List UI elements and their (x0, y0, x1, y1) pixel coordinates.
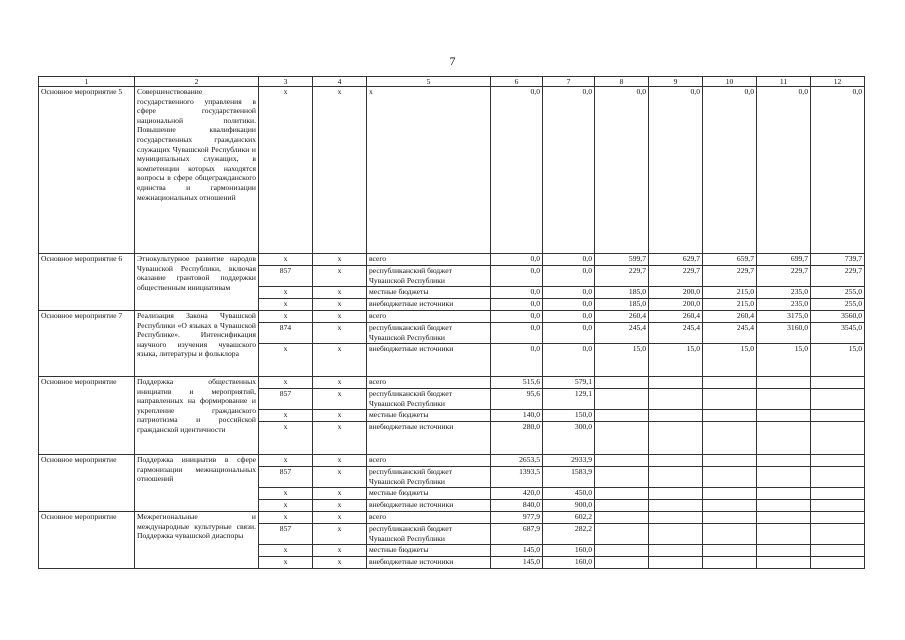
code-cell: x (259, 500, 313, 512)
value-cell: 15,0 (703, 344, 757, 377)
code-cell: x (313, 389, 367, 410)
value-cell: 0,0 (543, 266, 595, 287)
value-cell: 229,7 (757, 266, 811, 287)
value-cell: 185,0 (595, 287, 649, 299)
value-cell: 0,0 (491, 87, 543, 254)
value-cell (595, 524, 649, 545)
funding-source-cell: республиканский бюджет Чувашской Республики (367, 467, 491, 488)
value-cell (595, 488, 649, 500)
value-cell: 699,7 (757, 254, 811, 266)
value-cell (811, 545, 865, 557)
code-cell: x (259, 557, 313, 569)
funding-source-cell: всего (367, 311, 491, 323)
table-row (39, 311, 865, 323)
value-cell (703, 512, 757, 524)
funding-source-cell: республиканский бюджет Чувашской Республики (367, 524, 491, 545)
event-description-cell: Совершенствование государственного управления в сфере государственной национальной политики. Повышение квалификации государственных гражданских служащих Чувашской Республики и муниципальных служащих, в компетенции которых находятся вопросы в сфере общегражданского единства и гармонизации межнациональных отношений (135, 87, 259, 254)
code-cell: x (259, 455, 313, 467)
value-cell: 840,0 (491, 500, 543, 512)
value-cell: 0,0 (757, 87, 811, 254)
funding-source-cell: внебюджетные источники (367, 344, 491, 377)
code-cell: x (313, 344, 367, 377)
event-name-cell: Основное мероприятие 6 (39, 254, 135, 311)
code-cell: x (259, 545, 313, 557)
code-cell: x (259, 410, 313, 422)
value-cell: 0,0 (543, 344, 595, 377)
value-cell: 15,0 (811, 344, 865, 377)
value-cell: 229,7 (703, 266, 757, 287)
value-cell (649, 488, 703, 500)
value-cell (649, 455, 703, 467)
event-description-cell: Поддержка инициатив в сфере гармонизации межнациональных отношений (135, 455, 259, 512)
value-cell: 0,0 (703, 87, 757, 254)
code-cell: x (313, 410, 367, 422)
code-cell: x (259, 488, 313, 500)
value-cell (811, 500, 865, 512)
column-number-row (39, 77, 865, 87)
value-cell (703, 467, 757, 488)
value-cell: 229,7 (811, 266, 865, 287)
value-cell (757, 488, 811, 500)
code-cell: x (313, 545, 367, 557)
code-cell: x (313, 500, 367, 512)
value-cell (757, 467, 811, 488)
value-cell (649, 512, 703, 524)
code-cell: x (313, 266, 367, 287)
code-cell: x (259, 377, 313, 389)
value-cell (811, 422, 865, 455)
value-cell (649, 467, 703, 488)
code-cell: x (259, 299, 313, 311)
event-description-cell: Реализация Закона Чувашской Республики «О языках в Чувашской Республике». Интенсификация научного изучения чувашского языка, литературы и фольклора (135, 311, 259, 377)
funding-source-cell: всего (367, 254, 491, 266)
value-cell (595, 500, 649, 512)
value-cell: 3560,0 (811, 311, 865, 323)
value-cell (649, 524, 703, 545)
value-cell (703, 377, 757, 389)
value-cell: 15,0 (757, 344, 811, 377)
column-number-header: 5 (367, 77, 491, 87)
code-cell: x (313, 512, 367, 524)
column-number-header: 10 (703, 77, 757, 87)
value-cell: 1583,9 (543, 467, 595, 488)
value-cell: 3545,0 (811, 323, 865, 344)
code-cell: x (259, 344, 313, 377)
value-cell: 95,6 (491, 389, 543, 410)
value-cell: 200,0 (649, 287, 703, 299)
value-cell: 659,7 (703, 254, 757, 266)
code-cell: x (259, 287, 313, 299)
code-cell: x (313, 87, 367, 254)
value-cell: 160,0 (543, 557, 595, 569)
table-row (39, 455, 865, 467)
code-cell: x (313, 524, 367, 545)
page-number: 7 (449, 54, 456, 68)
value-cell (757, 524, 811, 545)
value-cell (811, 557, 865, 569)
value-cell (595, 422, 649, 455)
value-cell: 200,0 (649, 299, 703, 311)
value-cell (757, 422, 811, 455)
value-cell: 260,4 (703, 311, 757, 323)
value-cell: 3160,0 (757, 323, 811, 344)
value-cell: 282,2 (543, 524, 595, 545)
value-cell (757, 377, 811, 389)
table-row (39, 512, 865, 524)
value-cell (595, 557, 649, 569)
table-row (39, 377, 865, 389)
value-cell (595, 410, 649, 422)
funding-source-cell: x (367, 87, 491, 254)
value-cell: 0,0 (491, 344, 543, 377)
value-cell: 235,0 (757, 299, 811, 311)
code-cell: x (259, 422, 313, 455)
value-cell (757, 512, 811, 524)
value-cell (649, 377, 703, 389)
value-cell (811, 467, 865, 488)
value-cell (757, 389, 811, 410)
column-number-header: 4 (313, 77, 367, 87)
funding-source-cell: внебюджетные источники (367, 299, 491, 311)
value-cell: 160,0 (543, 545, 595, 557)
column-number-header: 8 (595, 77, 649, 87)
code-cell: x (313, 299, 367, 311)
value-cell: 229,7 (595, 266, 649, 287)
column-number-header: 7 (543, 77, 595, 87)
funding-source-cell: республиканский бюджет Чувашской Республики (367, 389, 491, 410)
value-cell (595, 455, 649, 467)
value-cell (649, 422, 703, 455)
code-cell: x (259, 87, 313, 254)
value-cell (703, 500, 757, 512)
value-cell: 245,4 (703, 323, 757, 344)
code-cell: 857 (259, 266, 313, 287)
value-cell: 215,0 (703, 287, 757, 299)
value-cell (811, 377, 865, 389)
column-number-header: 2 (135, 77, 259, 87)
event-name-cell: Основное мероприятие (39, 455, 135, 512)
program-funding-table (38, 76, 865, 569)
value-cell: 150,0 (543, 410, 595, 422)
value-cell: 977,9 (491, 512, 543, 524)
value-cell: 229,7 (649, 266, 703, 287)
column-number-header: 9 (649, 77, 703, 87)
value-cell: 300,0 (543, 422, 595, 455)
event-name-cell: Основное мероприятие (39, 512, 135, 569)
value-cell: 0,0 (491, 254, 543, 266)
funding-source-cell: республиканский бюджет Чувашской Республики (367, 323, 491, 344)
value-cell: 602,2 (543, 512, 595, 524)
value-cell: 280,0 (491, 422, 543, 455)
value-cell (703, 524, 757, 545)
column-number-header: 3 (259, 77, 313, 87)
value-cell: 900,0 (543, 500, 595, 512)
value-cell: 235,0 (757, 287, 811, 299)
value-cell: 145,0 (491, 557, 543, 569)
value-cell: 260,4 (649, 311, 703, 323)
value-cell: 245,4 (595, 323, 649, 344)
funding-source-cell: местные бюджеты (367, 488, 491, 500)
table-row (39, 87, 865, 254)
value-cell: 0,0 (543, 299, 595, 311)
funding-source-cell: внебюджетные источники (367, 422, 491, 455)
code-cell: x (313, 287, 367, 299)
value-cell: 140,0 (491, 410, 543, 422)
value-cell (649, 545, 703, 557)
value-cell: 2933,9 (543, 455, 595, 467)
value-cell: 0,0 (595, 87, 649, 254)
value-cell: 0,0 (649, 87, 703, 254)
value-cell (649, 500, 703, 512)
value-cell: 687,9 (491, 524, 543, 545)
value-cell: 2653,5 (491, 455, 543, 467)
code-cell: x (259, 311, 313, 323)
value-cell (757, 545, 811, 557)
value-cell: 0,0 (543, 287, 595, 299)
value-cell (757, 410, 811, 422)
value-cell: 450,0 (543, 488, 595, 500)
value-cell: 245,4 (649, 323, 703, 344)
value-cell: 255,0 (811, 287, 865, 299)
value-cell (703, 488, 757, 500)
code-cell: x (313, 311, 367, 323)
value-cell: 1393,5 (491, 467, 543, 488)
funding-source-cell: всего (367, 512, 491, 524)
value-cell (811, 524, 865, 545)
funding-source-cell: внебюджетные источники (367, 500, 491, 512)
code-cell: x (313, 467, 367, 488)
code-cell: 874 (259, 323, 313, 344)
event-name-cell: Основное мероприятие 5 (39, 87, 135, 254)
value-cell: 0,0 (491, 311, 543, 323)
value-cell: 420,0 (491, 488, 543, 500)
value-cell: 129,1 (543, 389, 595, 410)
value-cell: 515,6 (491, 377, 543, 389)
value-cell (703, 422, 757, 455)
value-cell: 0,0 (543, 87, 595, 254)
value-cell: 15,0 (595, 344, 649, 377)
value-cell: 739,7 (811, 254, 865, 266)
event-description-cell: Этнокультурное развитие народов Чувашской Республики, включая оказание грантовой поддержки общественным инициативам (135, 254, 259, 311)
value-cell: 0,0 (543, 254, 595, 266)
column-number-header: 11 (757, 77, 811, 87)
value-cell: 579,1 (543, 377, 595, 389)
code-cell: x (313, 377, 367, 389)
event-description-cell: Межрегиональные и международные культурные связи. Поддержка чувашской диаспоры (135, 512, 259, 569)
code-cell: x (313, 557, 367, 569)
value-cell: 0,0 (491, 299, 543, 311)
table-body (39, 77, 865, 569)
column-number-header: 6 (491, 77, 543, 87)
value-cell (703, 389, 757, 410)
value-cell: 0,0 (491, 287, 543, 299)
value-cell (757, 455, 811, 467)
value-cell: 0,0 (491, 323, 543, 344)
code-cell: x (313, 254, 367, 266)
value-cell: 0,0 (491, 266, 543, 287)
value-cell: 0,0 (811, 87, 865, 254)
value-cell: 0,0 (543, 311, 595, 323)
funding-source-cell: местные бюджеты (367, 287, 491, 299)
value-cell (649, 389, 703, 410)
value-cell: 185,0 (595, 299, 649, 311)
event-name-cell: Основное мероприятие 7 (39, 311, 135, 377)
code-cell: x (313, 455, 367, 467)
value-cell (595, 389, 649, 410)
funding-source-cell: всего (367, 377, 491, 389)
value-cell: 0,0 (543, 323, 595, 344)
code-cell: 857 (259, 467, 313, 488)
value-cell (703, 455, 757, 467)
value-cell: 145,0 (491, 545, 543, 557)
value-cell (811, 512, 865, 524)
value-cell (811, 488, 865, 500)
table-row (39, 254, 865, 266)
value-cell (757, 557, 811, 569)
column-number-header: 12 (811, 77, 865, 87)
value-cell (811, 389, 865, 410)
event-name-cell: Основное мероприятие (39, 377, 135, 455)
funding-source-cell: местные бюджеты (367, 545, 491, 557)
value-cell: 260,4 (595, 311, 649, 323)
code-cell: x (313, 488, 367, 500)
funding-source-cell: местные бюджеты (367, 410, 491, 422)
value-cell (703, 410, 757, 422)
column-number-header: 1 (39, 77, 135, 87)
code-cell: x (313, 323, 367, 344)
value-cell (595, 467, 649, 488)
value-cell (649, 410, 703, 422)
value-cell (703, 545, 757, 557)
code-cell: x (259, 254, 313, 266)
funding-source-cell: внебюджетные источники (367, 557, 491, 569)
value-cell: 255,0 (811, 299, 865, 311)
code-cell: x (313, 422, 367, 455)
funding-source-cell: республиканский бюджет Чувашской Республики (367, 266, 491, 287)
event-description-cell: Поддержка общественных инициатив и мероприятий, направленных на формирование и укрепление гражданского патриотизма и российской гражданской идентичности (135, 377, 259, 455)
value-cell: 215,0 (703, 299, 757, 311)
value-cell: 629,7 (649, 254, 703, 266)
value-cell (649, 557, 703, 569)
value-cell (595, 545, 649, 557)
value-cell (811, 455, 865, 467)
code-cell: 857 (259, 389, 313, 410)
funding-source-cell: всего (367, 455, 491, 467)
value-cell: 15,0 (649, 344, 703, 377)
value-cell (595, 512, 649, 524)
value-cell (595, 377, 649, 389)
value-cell (703, 557, 757, 569)
value-cell: 3175,0 (757, 311, 811, 323)
value-cell (757, 500, 811, 512)
value-cell: 599,7 (595, 254, 649, 266)
code-cell: 857 (259, 524, 313, 545)
value-cell (811, 410, 865, 422)
code-cell: x (259, 512, 313, 524)
